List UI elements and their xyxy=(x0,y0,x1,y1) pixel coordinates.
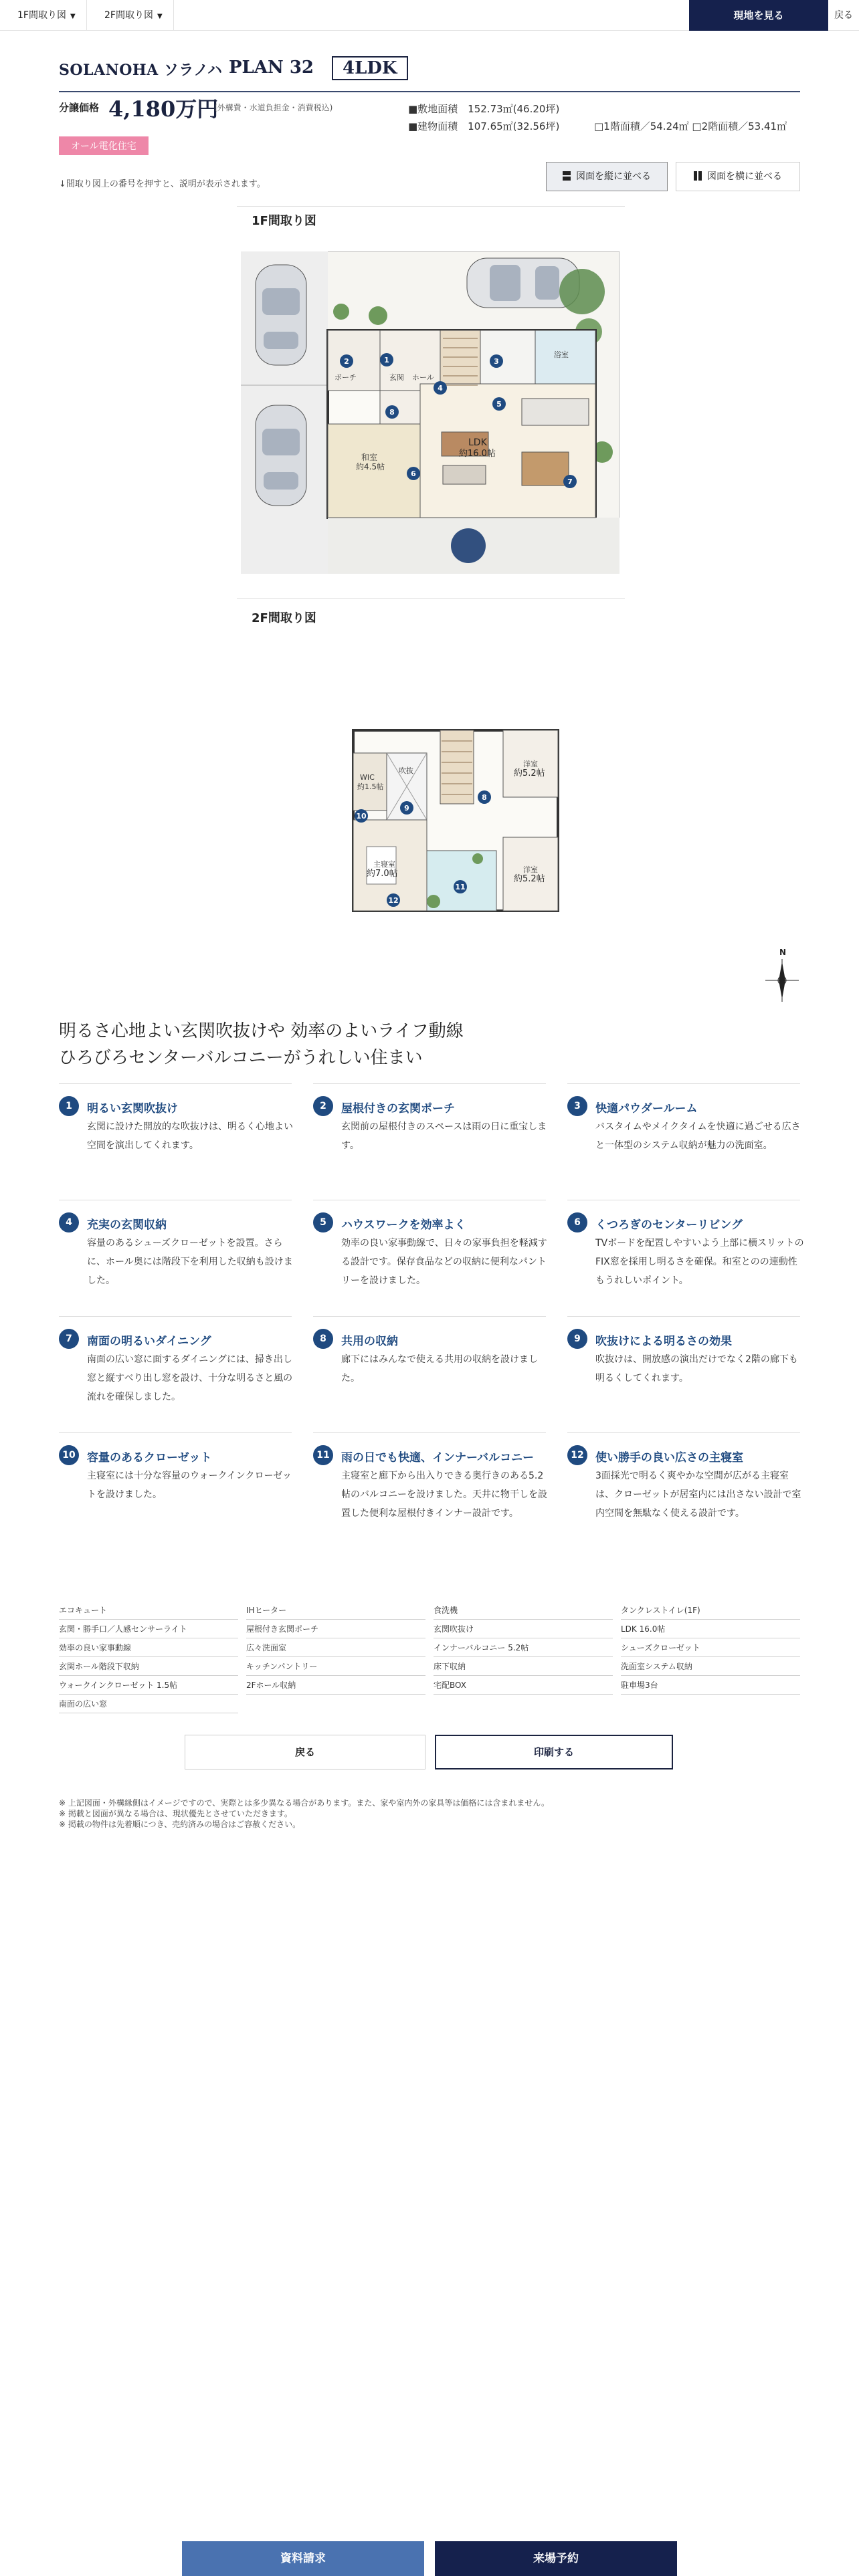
equipment-item: 洗面室システム収納 xyxy=(621,1657,800,1676)
price-value: 4,180万円 xyxy=(108,96,219,122)
feature-item xyxy=(59,1200,293,1286)
feature-number: 10 xyxy=(59,1445,79,1465)
price-label: 分譲価格 xyxy=(59,102,100,114)
plan-number: PLAN 32 xyxy=(229,58,314,78)
floor1-dropdown-label: 1F間取り図 xyxy=(17,10,66,21)
floor1-entrance-label: 玄関 xyxy=(389,373,404,382)
equipment-item: インナーバルコニー 5.2帖 xyxy=(434,1638,613,1657)
equipment-item: 玄関吹抜け xyxy=(434,1620,613,1638)
price-note: (外構費・水道負担金・消費税込) xyxy=(214,103,333,112)
feature-description: 玄関前の屋根付きのスペースは雨の日に重宝します。 xyxy=(341,1121,547,1151)
feature-description: 玄関に設けた開放的な吹抜けは、明るく心地よい空間を演出してくれます。 xyxy=(87,1121,293,1151)
headline-line2: ひろびろセンターバルコニーがうれしい住まい xyxy=(59,1048,423,1068)
back-button[interactable]: 戻る xyxy=(185,1735,425,1769)
feature-description: バスタイムやメイクタイムを快適に過ごせる広さと一体型のシステム収納が魅力の洗面室。 xyxy=(595,1121,801,1151)
floor1-porch-label: ポーチ xyxy=(335,373,357,382)
equipment-item: 玄関・勝手口／人感センサーライト xyxy=(59,1620,238,1638)
floor2-western2-label: 洋室 xyxy=(523,865,538,874)
equipment-item: キッチンパントリー xyxy=(246,1657,425,1676)
equipment-item: シューズクローゼット xyxy=(621,1638,800,1657)
floor1-section xyxy=(237,206,625,207)
feature-description: 主寝室と廊下から出入りできる奥行きのある5.2帖のバルコニーを設けました。天井に物干しを設置した便利な屋根付きインナー設計です。 xyxy=(341,1471,547,1519)
car-image xyxy=(256,405,306,506)
plan-marker-label: 1 xyxy=(384,356,389,364)
floor2-section-divider xyxy=(237,598,625,599)
brand-name: SOLANOHA ソラノハ xyxy=(59,62,223,79)
compass-icon xyxy=(763,947,801,1003)
floor2-atrium-label: 吹抜 xyxy=(399,766,413,775)
feature-item xyxy=(567,1432,801,1519)
equipment-item: エコキュート xyxy=(59,1601,238,1620)
land-area: ■敷地面積 152.73㎡(46.20坪) xyxy=(408,103,560,115)
floor-areas: □1階面積／54.24㎡ □2階面積／53.41㎡ xyxy=(594,120,787,132)
print-button[interactable]: 印刷する xyxy=(435,1735,673,1769)
headline xyxy=(59,1018,464,1071)
chevron-down-icon: ▼ xyxy=(157,13,163,20)
feature-title: くつろぎのセンターリビング xyxy=(595,1218,743,1232)
floor1-hall-label: ホール xyxy=(412,373,434,382)
disclaimer-line: ※ 上記図面・外構縁側はイメージですので、実際とは多少異なる場合があります。また、家や室内外の家具等は価格には含まれません。 xyxy=(59,1798,550,1808)
feature-number: 6 xyxy=(567,1212,587,1232)
floor2-dropdown-label: 2F間取り図 xyxy=(104,10,153,21)
feature-number: 8 xyxy=(313,1329,333,1349)
arrange-vertical-button[interactable] xyxy=(546,162,668,191)
feature-item xyxy=(313,1432,547,1519)
feature-item xyxy=(313,1316,546,1384)
arrange-horizontal-button[interactable] xyxy=(676,162,800,191)
floor2-wic-size: 約1.5帖 xyxy=(357,782,384,791)
feature-item xyxy=(313,1200,547,1286)
compass-north-label: N xyxy=(779,948,787,957)
equipment-item: 効率の良い家事動線 xyxy=(59,1638,238,1657)
feature-item xyxy=(313,1083,547,1151)
feature-description: 容量のあるシューズクローゼットを設置。さらに、ホール奥には階段下を利用した収納も設けました。 xyxy=(87,1238,293,1286)
floor1-japanese-label: 和室 xyxy=(361,453,378,462)
feature-number: 4 xyxy=(59,1212,79,1232)
feature-item xyxy=(59,1316,293,1402)
feature-description: 南面の広い窓に面するダイニングには、掃き出し窓と縦すべり出し窓を設け、十分な明るさと風の流れを確保しました。 xyxy=(87,1354,293,1402)
plan-marker-label: 12 xyxy=(388,896,399,905)
back-link[interactable]: 戻る xyxy=(834,10,853,21)
feature-number: 1 xyxy=(59,1096,79,1116)
feature-description: 主寝室には十分な容量のウォークインクローゼットを設けました。 xyxy=(87,1471,292,1500)
feature-item xyxy=(59,1432,292,1500)
equipment-item: 玄関ホール階段下収納 xyxy=(59,1657,238,1676)
horizontal-layout-icon xyxy=(694,171,702,181)
floor2-title: 2F間取り図 xyxy=(252,611,316,625)
floor2-wic-label: WIC xyxy=(360,773,375,782)
feature-item xyxy=(567,1316,800,1384)
feature-description: 吹抜けは、開放感の演出だけでなく2階の廊下も明るくしてくれます。 xyxy=(595,1354,798,1384)
headline-line1: 明るさ心地よい玄関吹抜けや 効率のよいライフ動線 xyxy=(59,1021,464,1041)
floor1-title: 1F間取り図 xyxy=(252,214,316,228)
all-electric-badge: オール電化住宅 xyxy=(59,136,149,155)
feature-number: 2 xyxy=(313,1096,333,1116)
feature-title: 雨の日でも快適、インナーバルコニー xyxy=(341,1451,535,1465)
plan-marker-label: 11 xyxy=(455,883,466,891)
equipment-item: 食洗機 xyxy=(434,1601,613,1620)
feature-title: 明るい玄関吹抜け xyxy=(87,1102,178,1115)
equipment-item: IHヒーター xyxy=(246,1601,425,1620)
equipment-item: 屋根付き玄関ポーチ xyxy=(246,1620,425,1638)
feature-number: 12 xyxy=(567,1445,587,1465)
feature-description: TVボードを配置しやすいよう上部に横スリットのFIX窓を採用し明るさを確保。和室とのの連動性もうれしいポイント。 xyxy=(595,1238,804,1286)
floor2-western1-size: 約5.2帖 xyxy=(514,768,545,778)
floor1-plan xyxy=(241,251,619,574)
equipment-item: ウォークインクローゼット 1.5帖 xyxy=(59,1676,238,1695)
plan-marker-label: 9 xyxy=(404,804,409,813)
feature-title: 充実の玄関収納 xyxy=(87,1218,167,1232)
disclaimer-notes xyxy=(59,1798,549,1830)
title-row xyxy=(59,44,800,92)
plan-marker-label: 8 xyxy=(482,793,487,802)
plan-marker-label: 2 xyxy=(344,357,349,366)
top-bar xyxy=(0,0,859,31)
floor2-western2-size: 約5.2帖 xyxy=(514,874,545,884)
plan-marker-label: 7 xyxy=(567,477,573,486)
visit-site-button[interactable]: 現地を見る xyxy=(689,0,828,31)
floor2-master-size: 約7.0帖 xyxy=(367,869,398,879)
feature-title: 快適パウダールーム xyxy=(595,1102,698,1115)
plan-marker-label: 5 xyxy=(496,400,502,409)
feature-description: 効率の良い家事動線で、日々の家事負担を軽減する設計です。保存食品などの収納に便利なパントリーを設けました。 xyxy=(341,1238,547,1286)
disclaimer-line: ※ 掲載の物件は先着順につき、売約済みの場合はご容赦ください。 xyxy=(59,1820,301,1829)
reserve-visit-button[interactable]: 来場予約 xyxy=(435,2541,677,2576)
floor1-dropdown[interactable] xyxy=(0,0,87,31)
feature-item xyxy=(567,1200,804,1286)
equipment-item: LDK 16.0帖 xyxy=(621,1620,800,1638)
plan-marker-label: 6 xyxy=(411,469,416,478)
floor2-dropdown[interactable] xyxy=(87,0,174,31)
floor1-ldk-label: LDK xyxy=(468,437,487,448)
plan-marker-label: 10 xyxy=(356,812,367,821)
feature-number: 9 xyxy=(567,1329,587,1349)
feature-title: ハウスワークを効率よく xyxy=(341,1218,466,1232)
feature-item xyxy=(59,1083,293,1151)
feature-title: 屋根付きの玄関ポーチ xyxy=(341,1102,455,1115)
plan-marker-label: 3 xyxy=(494,357,499,366)
equipment-item: 駐車場3台 xyxy=(621,1676,800,1695)
floor1-japanese-size: 約4.5帖 xyxy=(356,462,385,471)
equipment-item: 広々洗面室 xyxy=(246,1638,425,1657)
floor1-ldk-size: 約16.0帖 xyxy=(459,449,496,459)
feature-description: 廊下にはみんなで使える共用の収納を設けました。 xyxy=(341,1354,538,1384)
equipment-item: 南面の広い窓 xyxy=(59,1695,238,1713)
feature-number: 7 xyxy=(59,1329,79,1349)
floor1-bath-label: 浴室 xyxy=(554,350,569,359)
feature-title: 使い勝手の良い広さの主寝室 xyxy=(595,1451,743,1465)
plan-hint: ↓間取り図上の番号を押すと、説明が表示されます。 xyxy=(59,179,266,189)
feature-number: 5 xyxy=(313,1212,333,1232)
arrange-vertical-label: 図面を縦に並べる xyxy=(576,171,651,182)
feature-title: 吹抜けによる明るさの効果 xyxy=(595,1335,732,1348)
feature-title: 容量のあるクローゼット xyxy=(87,1451,212,1465)
chevron-down-icon: ▼ xyxy=(70,13,76,20)
bottom-action-bar xyxy=(182,2541,677,2576)
feature-title: 共用の収納 xyxy=(341,1335,398,1348)
building-area: ■建物面積 107.65㎡(32.56坪) xyxy=(408,120,560,132)
floor2-western1-label: 洋室 xyxy=(523,760,538,768)
floor2-plan xyxy=(326,706,581,944)
feature-description: 3面採光で明るく爽やかな空間が広がる主寝室は、クローゼットが居室内には出さない設計で室内空間を無駄なく使える設計です。 xyxy=(595,1471,801,1519)
equipment-item: タンクレストイレ(1F) xyxy=(621,1601,800,1620)
vertical-layout-icon xyxy=(563,171,571,181)
equipment-item: 床下収納 xyxy=(434,1657,613,1676)
arrange-horizontal-label: 図面を横に並べる xyxy=(707,171,782,182)
feature-number: 11 xyxy=(313,1445,333,1465)
equipment-item: 宅配BOX xyxy=(434,1676,613,1695)
disclaimer-line: ※ 掲載と図面が異なる場合は、現状優先とさせていただきます。 xyxy=(59,1809,292,1818)
floor2-master-label: 主寝室 xyxy=(373,860,395,869)
request-info-button[interactable]: 資料請求 xyxy=(182,2541,424,2576)
car-image xyxy=(256,265,306,365)
plan-marker-label: 4 xyxy=(438,384,443,393)
plan-marker-label: 8 xyxy=(389,408,395,417)
equipment-item: 2Fホール収納 xyxy=(246,1676,425,1695)
layout-type-badge: 4LDK xyxy=(332,56,408,80)
feature-title: 南面の明るいダイニング xyxy=(87,1335,211,1348)
feature-number: 3 xyxy=(567,1096,587,1116)
feature-item xyxy=(567,1083,801,1151)
